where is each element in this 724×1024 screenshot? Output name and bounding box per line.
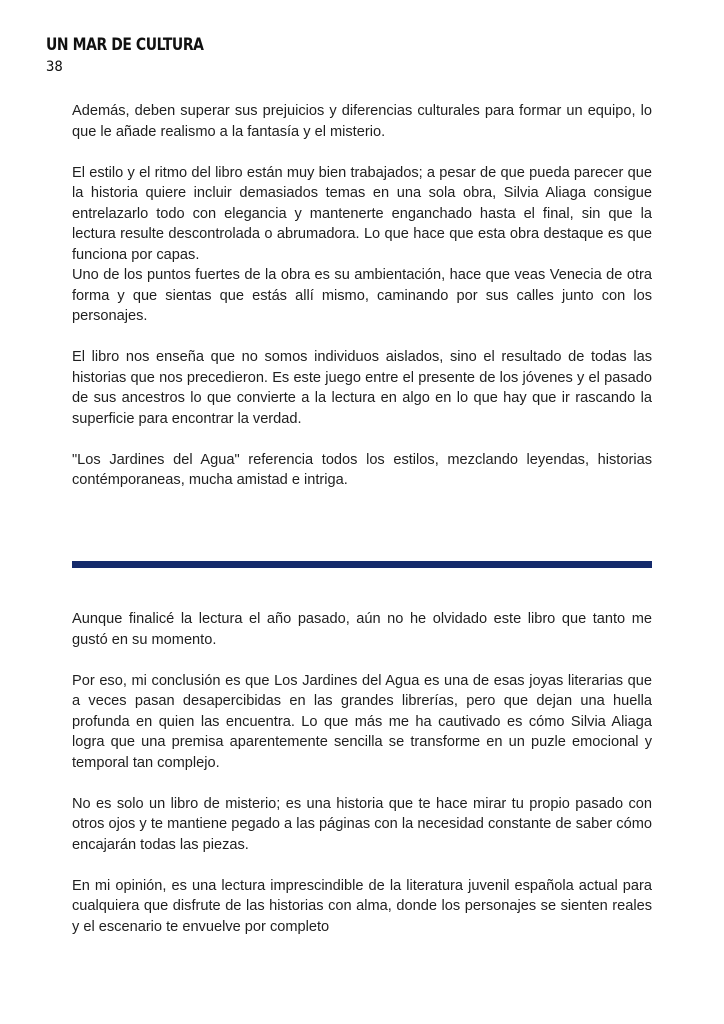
magazine-title: UN MAR DE CULTURA — [46, 35, 204, 55]
article-section-1 — [72, 101, 652, 491]
paragraph: No es solo un libro de misterio; es una historia que te hace mirar tu propio pasado con otros ojos y te mantiene pegado a las páginas con la necesidad constante de saber cómo encajarán todas las piezas. — [72, 795, 652, 853]
article-section-2 — [72, 609, 652, 937]
paragraph: Aunque finalicé la lectura el año pasado, aún no he olvidado este libro que tanto me gustó en su momento. — [72, 611, 652, 648]
paragraph: Uno de los puntos fuertes de la obra es su ambientación, hace que veas Venecia de otra forma y que sientas que estás allí mismo, caminando por sus calles junto con los personajes. — [72, 267, 652, 324]
page-header — [46, 34, 238, 76]
page-number: 38 — [46, 59, 63, 75]
paragraph: Por eso, mi conclusión es que Los Jardines del Agua es una de esas joyas literarias que a veces pasan desapercibidas en las grandes librerías, pero que dejan una huella profunda en quien las encuentra. Lo que más me ha cautivado es cómo Silvia Aliaga logra que una premisa aparentemente sencilla se transforme en un puzle emocional y temporal tan complejo. — [72, 672, 652, 771]
paragraph: En mi opinión, es una lectura imprescindible de la literatura juvenil española actual para cualquiera que disfrute de las historias con alma, donde los personajes se sienten reales y el escenario te envuelve por completo — [72, 877, 652, 935]
paragraph: El libro nos enseña que no somos individuos aislados, sino el resultado de todas las historias que nos precedieron. Es este juego entre el presente de los jóvenes y el pasado de sus ancestros lo que convierte a la lectura en algo en lo que hay que ir rascando la superficie para encontrar la verdad. — [72, 349, 652, 427]
paragraph: Además, deben superar sus prejuicios y diferencias culturales para formar un equipo, lo que le añade realismo a la fantasía y el misterio. — [72, 103, 652, 140]
section-divider — [72, 561, 652, 568]
paragraph: "Los Jardines del Agua" referencia todos los estilos, mezclando leyendas, historias contémporaneas, mucha amistad e intriga. — [72, 451, 652, 488]
paragraph: El estilo y el ritmo del libro están muy bien trabajados; a pesar de que pueda parecer que la historia quiere incluir demasiados temas en una sola obra, Silvia Aliaga consigue entrelazarlo todo con elegancia y mantenerte enganchado hasta el final, sin que la lectura resulte descontrolada o abrumadora. Lo que hace que esta obra destaque es que funciona por capas. — [72, 164, 652, 263]
